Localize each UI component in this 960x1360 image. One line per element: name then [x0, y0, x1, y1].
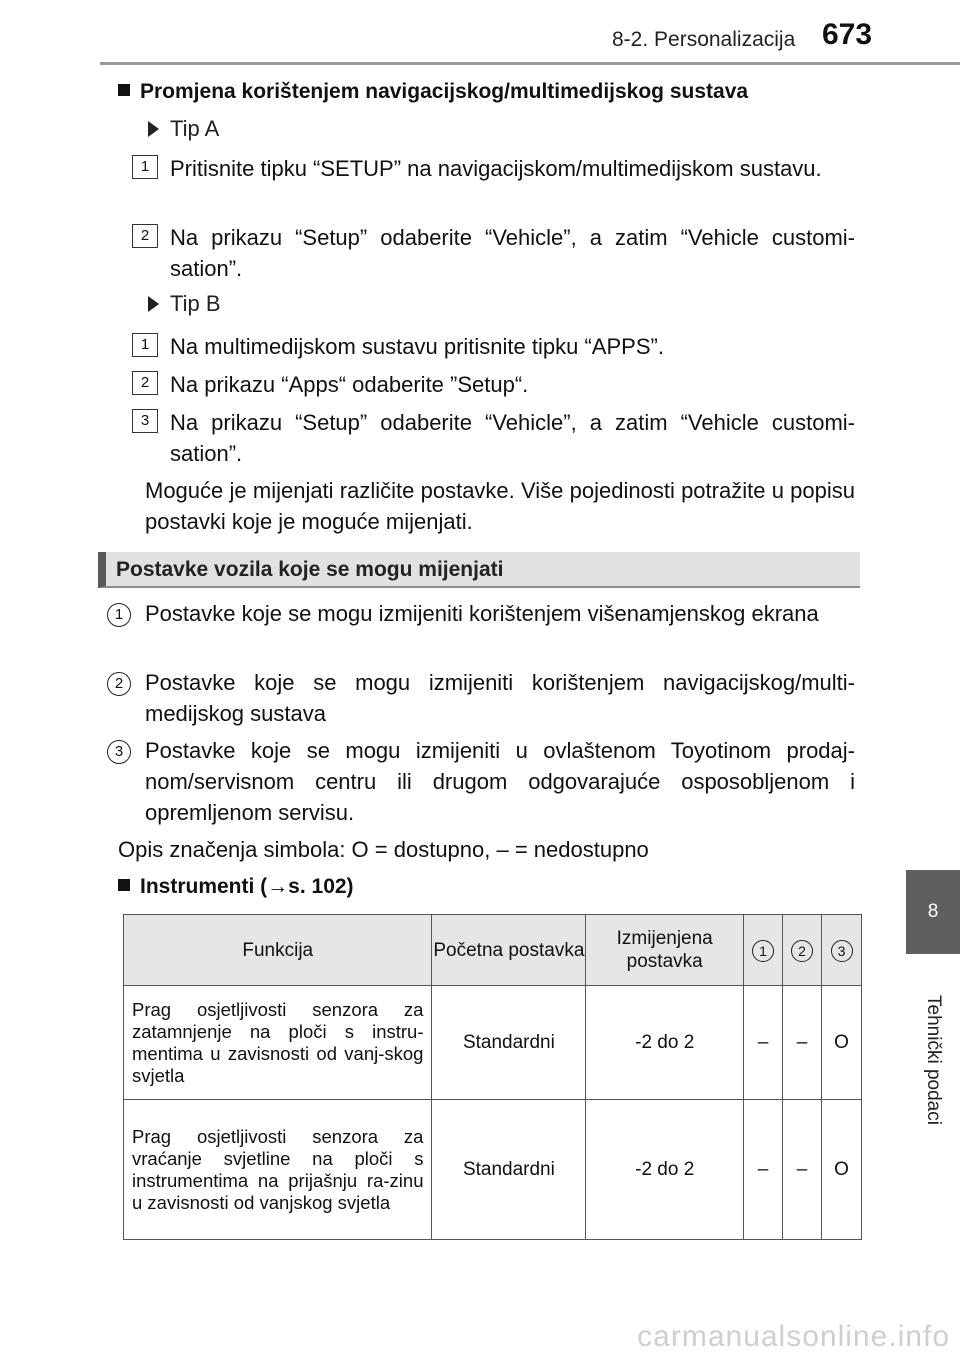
table-row [124, 1100, 862, 1240]
circled-number: 1 [107, 603, 131, 627]
instruments-heading-text: Instrumenti (→s. 102) [140, 875, 354, 898]
step-number-box: 1 [132, 333, 158, 357]
settings-item-text: Postavke koje se mogu izmijeniti u ovlaštenom Toyotinom prodaj-nom/servisnom centru ili drugom odgovarajuće osposobljenom i opremljenom servisu. [145, 738, 855, 825]
step-number-box: 2 [132, 371, 158, 395]
circled-number: 3 [107, 740, 131, 764]
settings-item-text: Postavke koje se mogu izmijeniti korištenjem višenamjenskog ekrana [145, 601, 819, 626]
cell-c3: O [822, 986, 862, 1100]
circled-number: 1 [752, 940, 774, 962]
cell-c2: – [783, 1100, 822, 1240]
symbol-legend: Opis značenja simbola: O = dostupno, – = nedostupno [118, 837, 649, 862]
cell-function: Prag osjetljivosti senzora za vraćanje svjetline na ploči s instrumentima na prijašnju ra-zinu u zavisnosti od vanjskog svjetla [124, 1100, 432, 1240]
step-text: Na prikazu “Setup” odaberite “Vehicle”, a zatim “Vehicle customi-sation”. [170, 225, 855, 281]
col-header-function: Funkcija [124, 915, 432, 986]
chapter-tab: 8 [906, 870, 960, 954]
circled-number: 3 [831, 940, 853, 962]
square-bullet-icon [118, 84, 130, 96]
col-header-changed: Izmijenjena postavka [586, 915, 744, 986]
circled-number: 2 [791, 940, 813, 962]
intro-note: Moguće je mijenjati različite postavke. Više pojedinosti potražite u popisu postavki koje je moguće mijenjati. [145, 478, 855, 534]
section-heading-text: Postavke vozila koje se mogu mijenjati [116, 558, 504, 581]
step-text: Na prikazu “Setup” odaberite “Vehicle”, a zatim “Vehicle customi-sation”. [170, 410, 855, 466]
col-header-2 [783, 915, 822, 986]
intro-heading-text: Promjena korištenjem navigacijskog/multimedijskog sustava [140, 80, 749, 103]
cell-changed: -2 do 2 [586, 1100, 744, 1240]
col-header-1 [744, 915, 783, 986]
chapter-tab-label: Tehnički podaci [923, 995, 944, 1125]
intro-heading [118, 80, 748, 104]
cell-default: Standardni [432, 986, 586, 1100]
type-a-label: Tip A [170, 116, 220, 141]
type-b-label: Tip B [170, 291, 221, 316]
step-text: Pritisnite tipku “SETUP” na navigacijskom/multimedijskom sustavu. [170, 156, 822, 181]
cell-changed: -2 do 2 [586, 986, 744, 1100]
cell-c2: – [783, 986, 822, 1100]
cell-c1: – [744, 986, 783, 1100]
header-rule [100, 62, 960, 65]
triangle-bullet-icon [148, 296, 159, 312]
step-number-box: 1 [132, 155, 158, 179]
section-heading [98, 552, 860, 588]
table-header-row [124, 915, 862, 986]
step-text: Na prikazu “Apps“ odaberite ”Setup“. [170, 372, 529, 397]
circled-number: 2 [107, 672, 131, 696]
cell-default: Standardni [432, 1100, 586, 1240]
page-number: 673 [822, 18, 873, 51]
cell-c3: O [822, 1100, 862, 1240]
table-row [124, 986, 862, 1100]
settings-table [123, 914, 862, 1240]
step-number-box: 2 [132, 224, 158, 248]
cell-c1: – [744, 1100, 783, 1240]
col-header-default: Početna postavka [432, 915, 586, 986]
step-text: Na multimedijskom sustavu pritisnite tipku “APPS”. [170, 334, 664, 359]
running-header-section: 8-2. Personalizacija [612, 28, 796, 51]
instruments-heading [118, 875, 354, 899]
step-number-box: 3 [132, 409, 158, 433]
square-bullet-icon [118, 879, 130, 891]
triangle-bullet-icon [148, 121, 159, 137]
settings-item-text: Postavke koje se mogu izmijeniti korištenjem navigacijskog/multi-medijskog sustava [145, 670, 855, 726]
cell-function: Prag osjetljivosti senzora za zatamnjenje na ploči s instru-mentima u zavisnosti od vanj-skog svjetla [124, 986, 432, 1100]
col-header-3 [822, 915, 862, 986]
watermark: carmanualsonline.info [637, 1320, 950, 1353]
